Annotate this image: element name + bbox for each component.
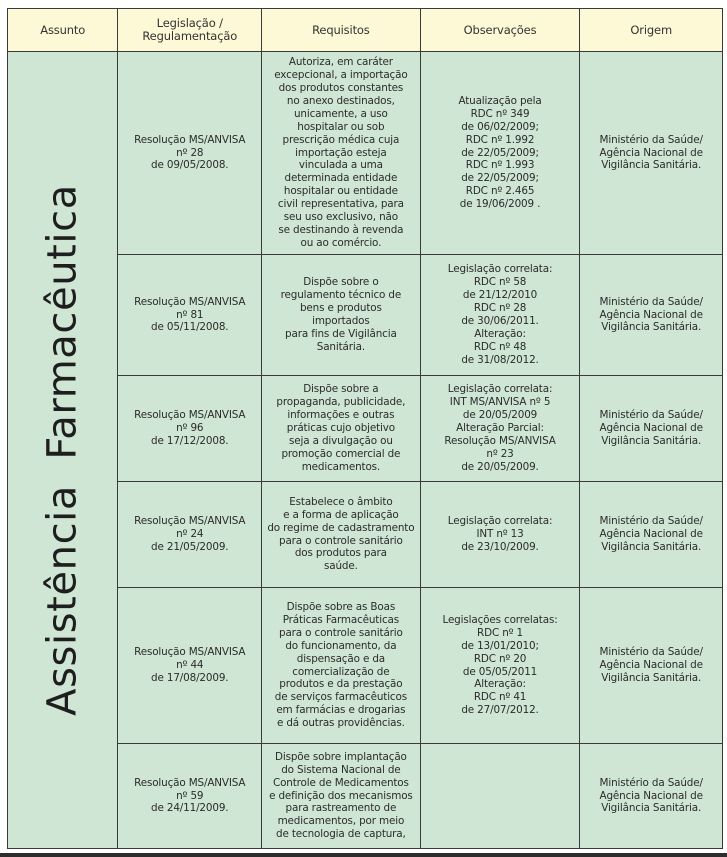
cell-requisitos <box>262 376 421 482</box>
cell-line: dos produtos para <box>294 547 387 560</box>
cell-line: para o controle sanitário <box>279 626 403 639</box>
cell-line: de 06/02/2009; <box>461 120 539 133</box>
cell-line: de 27/07/2012. <box>461 704 539 717</box>
header-requisitos-label: Requisitos <box>312 22 370 37</box>
cell-observacoes <box>420 255 580 376</box>
cell-line: Alteração: <box>474 327 526 340</box>
cell-line: nº 24 <box>176 528 204 541</box>
header-assunto-label: Assunto <box>40 22 86 37</box>
cell-line: Legislação correlata: <box>447 515 553 528</box>
cell-line: de 17/08/2009. <box>151 671 229 684</box>
cell-line: de 24/11/2009. <box>151 802 229 815</box>
cell-line: prescrição médica cuja <box>282 133 400 146</box>
cell-line: para rastreamento de <box>285 802 397 815</box>
cell-line: Alteração Parcial: <box>456 422 544 435</box>
cell-line: de 13/01/2010; <box>461 639 539 652</box>
cell-line: se destinando à revenda <box>278 223 404 236</box>
cell-line: Autoriza, em caráter <box>288 56 393 69</box>
cell-requisitos <box>262 255 421 376</box>
cell-line: Resolução MS/ANVISA <box>134 515 246 528</box>
header-observacoes <box>420 9 580 52</box>
cell-line: de 05/11/2008. <box>151 321 229 334</box>
cell-observacoes <box>420 588 580 744</box>
cell-legislacao <box>118 376 262 482</box>
cell-legislacao <box>118 255 262 376</box>
cell-line: unicamente, a uso <box>293 107 388 120</box>
header-requisitos <box>262 9 421 52</box>
cell-line: nº 23 <box>486 447 514 460</box>
cell-legislacao <box>118 588 262 744</box>
cell-line: nº 59 <box>176 789 204 802</box>
cell-line: informações e outras <box>287 409 395 422</box>
header-origem-label: Origem <box>630 22 672 37</box>
cell-line: Vigilância Sanitária. <box>601 321 702 334</box>
cell-line: Agência Nacional de <box>599 789 703 802</box>
cell-line: RDC nº 20 <box>473 652 527 665</box>
cell-line: hospitalar ou sob <box>297 120 385 133</box>
cell-line: RDC nº 41 <box>473 691 527 704</box>
cell-line: Ministério da Saúde/ <box>599 133 703 146</box>
cell-line: no anexo destinados, <box>286 94 395 107</box>
cell-line: práticas cujo objetivo <box>286 422 395 435</box>
cell-line: Resolução MS/ANVISA <box>134 295 246 308</box>
cell-line: e dá outras providências. <box>276 717 405 730</box>
cell-line: Agência Nacional de <box>599 528 703 541</box>
cell-line: seja a divulgação ou <box>288 434 393 447</box>
cell-line: importação esteja <box>295 146 387 159</box>
header-legislacao-line: Regulamentação <box>142 29 238 43</box>
cell-line: RDC nº 58 <box>473 276 527 289</box>
cell-line: de 05/05/2011 <box>462 665 538 678</box>
cell-line: medicamentos, por meio <box>277 815 405 828</box>
cell-line: Resolução MS/ANVISA <box>444 434 556 447</box>
cell-line: de 22/05/2009; <box>461 146 539 159</box>
cell-observacoes <box>420 376 580 482</box>
cell-line: Agência Nacional de <box>599 146 703 159</box>
cell-line: Dispõe sobre o <box>303 276 379 289</box>
cell-line: para fins de Vigilância <box>285 327 397 340</box>
cell-line: de 23/10/2009. <box>461 540 539 553</box>
cell-origem <box>580 744 723 849</box>
cell-line: Resolução MS/ANVISA <box>134 409 246 422</box>
cell-line: de 31/08/2012. <box>461 353 539 366</box>
cell-line: RDC nº 48 <box>473 340 527 353</box>
cell-line: de serviços farmacêuticos <box>274 691 407 704</box>
cell-line: vinculada a uma <box>298 159 383 172</box>
cell-line: bens e produtos <box>299 302 382 315</box>
cell-legislacao <box>118 52 262 255</box>
cell-line: Controle de Medicamentos <box>272 776 409 789</box>
cell-line: Agência Nacional de <box>599 308 703 321</box>
cell-line: RDC nº 2.465 <box>465 185 535 198</box>
cell-line: RDC nº 1.993 <box>465 159 535 172</box>
cell-line: de 30/06/2011. <box>461 315 539 327</box>
header-legislacao-line: Legislação / <box>156 16 223 30</box>
cell-line: de 20/05/2009. <box>461 460 539 473</box>
cell-observacoes <box>420 744 580 849</box>
header-assunto <box>8 9 118 52</box>
cell-legislacao <box>118 744 262 849</box>
cell-line: de 22/05/2009; <box>461 172 539 185</box>
cell-line: nº 96 <box>176 422 204 435</box>
cell-line: RDC nº 28 <box>473 302 527 315</box>
cell-line: Vigilância Sanitária. <box>601 434 702 447</box>
cell-requisitos <box>262 588 421 744</box>
cell-line: Vigilância Sanitária. <box>601 540 702 553</box>
cell-origem <box>580 255 723 376</box>
cell-line: comercialização de <box>292 665 390 678</box>
cell-line: Práticas Farmacêuticas <box>282 613 400 626</box>
cell-line: RDC nº 349 <box>470 107 530 120</box>
cell-line: Legislação correlata: <box>447 383 553 396</box>
cell-origem <box>580 52 723 255</box>
cell-line: Legislação correlata: <box>447 263 553 276</box>
table-header-row <box>8 9 723 52</box>
cell-line: de 21/12/2010 <box>462 289 538 302</box>
cell-line: regulamento técnico de <box>280 289 402 302</box>
cell-line: nº 81 <box>176 308 204 321</box>
cell-line: civil representativa, para <box>277 198 404 211</box>
cell-line: hospitalar ou entidade <box>283 185 398 198</box>
cell-line: Ministério da Saúde/ <box>599 295 703 308</box>
cell-line: importados <box>312 315 370 327</box>
cell-line: medicamentos. <box>301 460 381 473</box>
cell-origem <box>580 376 723 482</box>
cell-line: de tecnologia de captura, <box>276 828 406 841</box>
cell-line: dos produtos constantes <box>278 82 404 95</box>
cell-line: Ministério da Saúde/ <box>599 515 703 528</box>
cell-line: Ministério da Saúde/ <box>599 646 703 659</box>
cell-line: seu uso exclusivo, não <box>283 211 398 224</box>
header-observacoes-label: Observações <box>463 22 537 37</box>
cell-line: para o controle sanitário <box>279 534 403 547</box>
cell-line: e definição dos mecanismos <box>269 789 413 802</box>
cell-observacoes <box>420 482 580 588</box>
cell-line: e a forma de aplicação <box>283 508 399 521</box>
cell-line: promoção comercial de <box>281 447 401 460</box>
cell-line: RDC nº 1.992 <box>465 133 535 146</box>
cell-line: propaganda, publicidade, <box>276 396 406 409</box>
cell-origem <box>580 588 723 744</box>
cell-line: Atualização pela <box>458 94 542 107</box>
cell-line: Vigilância Sanitária. <box>601 159 702 172</box>
cell-line: Resolução MS/ANVISA <box>134 646 246 659</box>
table-row <box>8 52 723 255</box>
cell-requisitos <box>262 744 421 849</box>
cell-line: Legislações correlatas: <box>442 613 558 626</box>
cell-line: Ministério da Saúde/ <box>599 776 703 789</box>
cell-line: de 20/05/2009 <box>462 409 538 422</box>
cell-line: Estabelece o âmbito <box>289 495 393 508</box>
header-legislacao <box>118 9 262 52</box>
cell-line: de 17/12/2008. <box>151 434 229 447</box>
cell-line: Dispõe sobre implantação <box>274 750 407 763</box>
cell-line: Dispõe sobre a <box>303 383 379 396</box>
cell-line: de 09/05/2008. <box>151 159 229 172</box>
cell-line: determinada entidade <box>284 172 398 185</box>
cell-line: do funcionamento, da <box>285 639 397 652</box>
cell-origem <box>580 482 723 588</box>
cell-line: do Sistema Nacional de <box>281 763 401 776</box>
cell-line: Agência Nacional de <box>599 659 703 672</box>
cell-line: excepcional, a importação <box>274 69 408 82</box>
subject-vertical-label: Assistência Farmacêutica <box>39 184 86 716</box>
cell-line: em farmácias e drogarias <box>276 704 406 717</box>
cell-line: saúde. <box>323 560 358 573</box>
cell-line: ou ao comércio. <box>300 236 382 249</box>
page-bottom-rule <box>0 853 727 857</box>
cell-line: INT MS/ANVISA nº 5 <box>449 396 551 409</box>
cell-line: Dispõe sobre as Boas <box>286 600 396 613</box>
cell-observacoes <box>420 52 580 255</box>
cell-requisitos <box>262 482 421 588</box>
cell-line: dispensação e da <box>296 652 385 665</box>
cell-line: Vigilância Sanitária. <box>601 802 702 815</box>
cell-line: Sanitária. <box>316 340 365 353</box>
cell-line: Ministério da Saúde/ <box>599 409 703 422</box>
cell-line: nº 28 <box>176 146 204 159</box>
cell-line: Agência Nacional de <box>599 422 703 435</box>
cell-line: RDC nº 1 <box>477 626 524 639</box>
cell-line: de 21/05/2009. <box>151 540 229 553</box>
cell-line: produtos e da prestação <box>279 678 403 691</box>
cell-line: de 19/06/2009 . <box>459 198 541 211</box>
cell-line: INT nº 13 <box>476 528 524 541</box>
cell-line: do regime de cadastramento <box>267 521 415 534</box>
cell-line: Resolução MS/ANVISA <box>134 133 246 146</box>
cell-legislacao <box>118 482 262 588</box>
cell-line: nº 44 <box>176 659 204 672</box>
cell-line: Alteração: <box>474 678 526 691</box>
cell-line: Vigilância Sanitária. <box>601 671 702 684</box>
header-origem <box>580 9 723 52</box>
subject-cell <box>8 52 118 849</box>
cell-line: Resolução MS/ANVISA <box>134 776 246 789</box>
legislation-table <box>7 8 723 849</box>
cell-requisitos <box>262 52 421 255</box>
